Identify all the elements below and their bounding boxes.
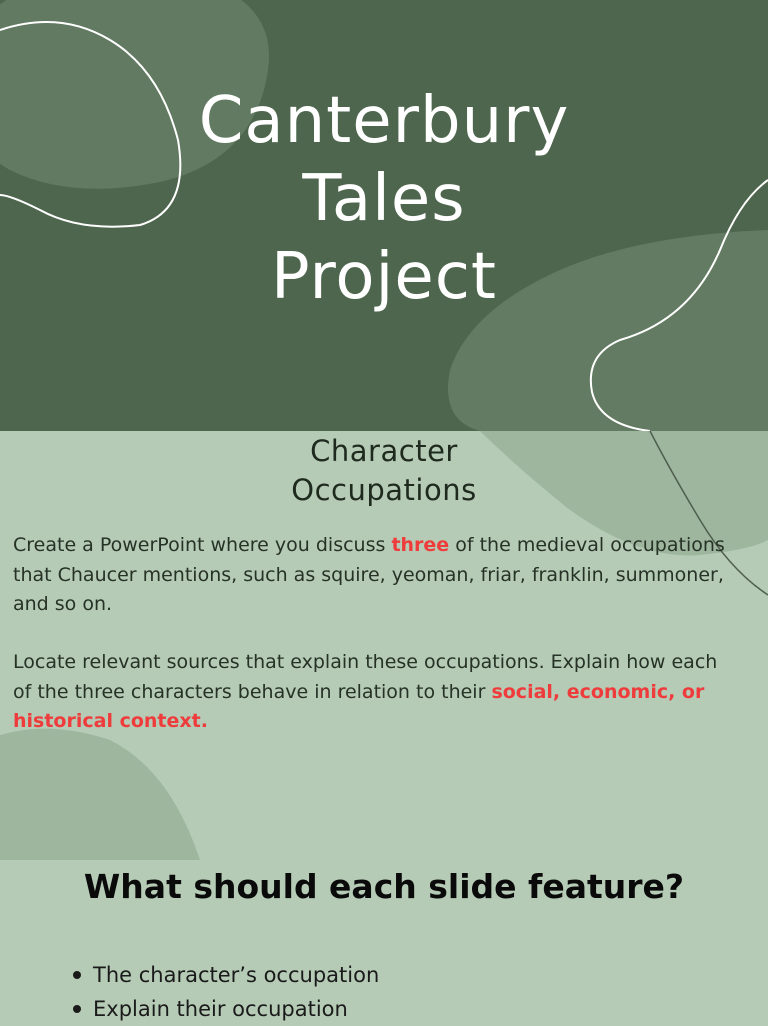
- paragraph-text: Locate relevant sources that explain these occupations. Explain how each of the three characters behave in relation to their: [13, 651, 718, 703]
- slide-feature-question: What should each slide feature?: [83, 867, 685, 906]
- heading-line: Occupations: [291, 473, 477, 507]
- list-item-text: Explain their occupation: [93, 997, 348, 1021]
- feature-list: [71, 958, 379, 1026]
- instructions-paragraph-1: [13, 531, 733, 620]
- bullet-icon: [73, 1005, 81, 1013]
- title-line: Project: [271, 240, 497, 314]
- paragraph-text: Create a PowerPoint where you discuss: [13, 534, 392, 556]
- heading-line: Character: [310, 434, 458, 468]
- list-item: [71, 958, 379, 992]
- title-line: Tales: [302, 162, 466, 236]
- instructions-paragraph-2: [13, 648, 733, 737]
- paragraph-text: of the medieval occupations that Chaucer mentions, such as squire, yeoman, friar, franklin, summoner, and so on.: [13, 534, 725, 615]
- bullet-icon: [73, 971, 81, 979]
- highlight-text: social, economic, or historical context.: [13, 680, 705, 732]
- list-item-text: The character’s occupation: [93, 963, 380, 987]
- bottom-left-blob: [0, 729, 200, 860]
- section-heading: [0, 432, 768, 510]
- list-item: [71, 992, 379, 1026]
- title-line: Canterbury: [198, 84, 570, 158]
- highlight-text: three: [391, 534, 450, 556]
